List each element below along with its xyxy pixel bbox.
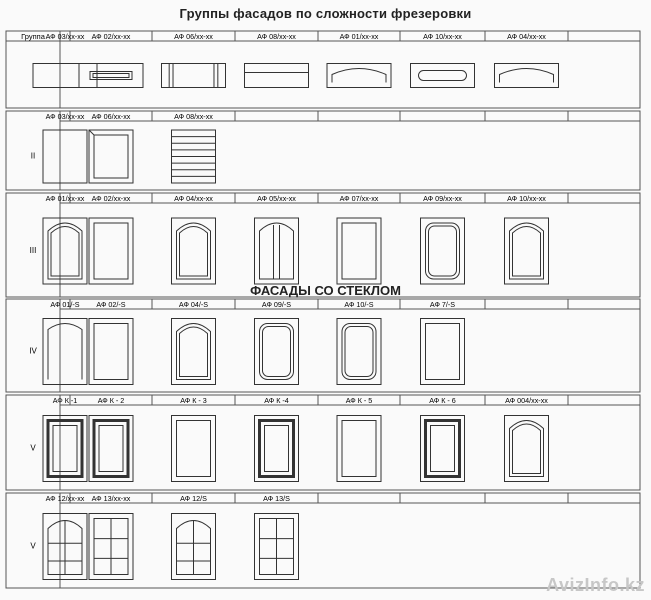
facade-code-label: АФ 7/-S (429, 300, 456, 309)
facade-code-label: АФ 07/хх-хх (339, 194, 379, 203)
facade-code-label: АФ 12/хх-хх (45, 494, 85, 503)
facade-code-label: АФ 06/хх-хх (91, 112, 131, 121)
facade-code-label: АФ К - 6 (429, 396, 456, 405)
facade-drawing (172, 218, 216, 284)
group-row (6, 111, 640, 190)
facade-drawing (505, 218, 549, 284)
facade-drawing (43, 514, 87, 580)
facade-drawing (255, 319, 299, 385)
facade-drawing (89, 319, 133, 385)
facade-drawing (43, 130, 87, 183)
facade-code-label: АФ 05/хх-хх (257, 194, 296, 203)
facade-code-label: АФ 13/хх-хх (91, 494, 131, 503)
facade-drawing (255, 416, 299, 482)
facade-drawing (255, 514, 299, 580)
group-number: I (31, 70, 35, 80)
group-number: V (30, 541, 36, 551)
group-row (6, 395, 640, 490)
group-column-header: Группа (21, 32, 45, 41)
facade-code-label: АФ 08/хх-хх (174, 112, 213, 121)
facade-code-label: АФ 03/хх-хх (45, 112, 85, 121)
facade-code-label: АФ К - 5 (345, 396, 373, 405)
facade-drawing (337, 319, 381, 385)
watermark: AvizInfo.kz (546, 575, 645, 595)
facade-drawing (495, 64, 559, 88)
glass-facades-heading: ФАСАДЫ СО СТЕКЛОМ (250, 283, 401, 298)
facade-drawing (337, 416, 381, 482)
facade-code-label: АФ 08/хх-хх (257, 32, 296, 41)
group-row (6, 31, 640, 108)
facade-code-label: АФ 09/хх-хх (423, 194, 462, 203)
facade-drawing (505, 416, 549, 482)
facade-code-label: АФ 01/хх-хх (45, 194, 85, 203)
facade-drawing (411, 64, 475, 88)
facade-code-label: АФ 02/хх-хх (91, 32, 131, 41)
group-number: III (29, 246, 37, 255)
facade-drawing (172, 514, 216, 580)
facade-drawing (421, 218, 465, 284)
facade-code-label: АФ 04/хх-хх (507, 32, 546, 41)
facade-code-label: АФ 004/хх-хх (505, 396, 548, 405)
facade-drawing (421, 416, 465, 482)
facade-code-label: АФ К - 3 (180, 396, 207, 405)
facade-drawing (172, 416, 216, 482)
facade-code-label: АФ К - 2 (97, 396, 125, 405)
facade-code-label: АФ 02/хх-хх (91, 194, 131, 203)
group-row (6, 493, 640, 588)
facade-drawing (43, 218, 87, 284)
facade-code-label: АФ 03/хх-хх (45, 32, 85, 41)
facade-code-label: АФ 10/-S (344, 300, 374, 309)
facade-code-label: АФ 10/хх-хх (507, 194, 546, 203)
facade-drawing (172, 319, 216, 385)
page-title: Группы фасадов по сложности фрезеровки (179, 6, 472, 21)
facade-code-label: АФ 10/хх-хх (423, 32, 462, 41)
facade-code-label: АФ 01/хх-хх (339, 32, 379, 41)
facade-code-label: АФ 09/-S (261, 300, 292, 309)
facade-drawing (43, 319, 87, 385)
facade-drawing (43, 416, 87, 482)
facade-drawing (337, 218, 381, 284)
facade-drawing (79, 64, 143, 88)
facade-drawing (89, 218, 133, 284)
facade-code-label: АФ К -4 (264, 396, 289, 405)
facade-drawing (327, 64, 391, 88)
facade-code-label: АФ К -1 (52, 396, 78, 405)
group-number: II (30, 151, 36, 161)
facade-drawing (89, 514, 133, 580)
facade-code-label: АФ 04/хх-хх (174, 194, 213, 203)
facade-drawing (162, 64, 226, 88)
facade-code-label: АФ 02/-S (96, 300, 126, 309)
facade-drawing (245, 64, 309, 88)
facade-code-label: АФ 06/хх-хх (174, 32, 213, 41)
facade-code-label: АФ 13/S (263, 494, 290, 503)
facade-code-label: АФ 12/S (180, 494, 207, 503)
facade-drawing (89, 416, 133, 482)
facade-drawing (89, 130, 133, 183)
facade-drawing (421, 319, 465, 385)
group-row (6, 299, 640, 392)
facade-code-label: АФ 04/-S (178, 300, 209, 309)
facade-drawing (172, 130, 216, 183)
group-row (6, 193, 640, 297)
group-number: V (30, 443, 36, 453)
facade-drawing (255, 218, 299, 284)
facade-code-label: АФ 01/-S (50, 300, 80, 309)
facade-drawing (33, 64, 97, 88)
group-number: IV (29, 346, 37, 356)
